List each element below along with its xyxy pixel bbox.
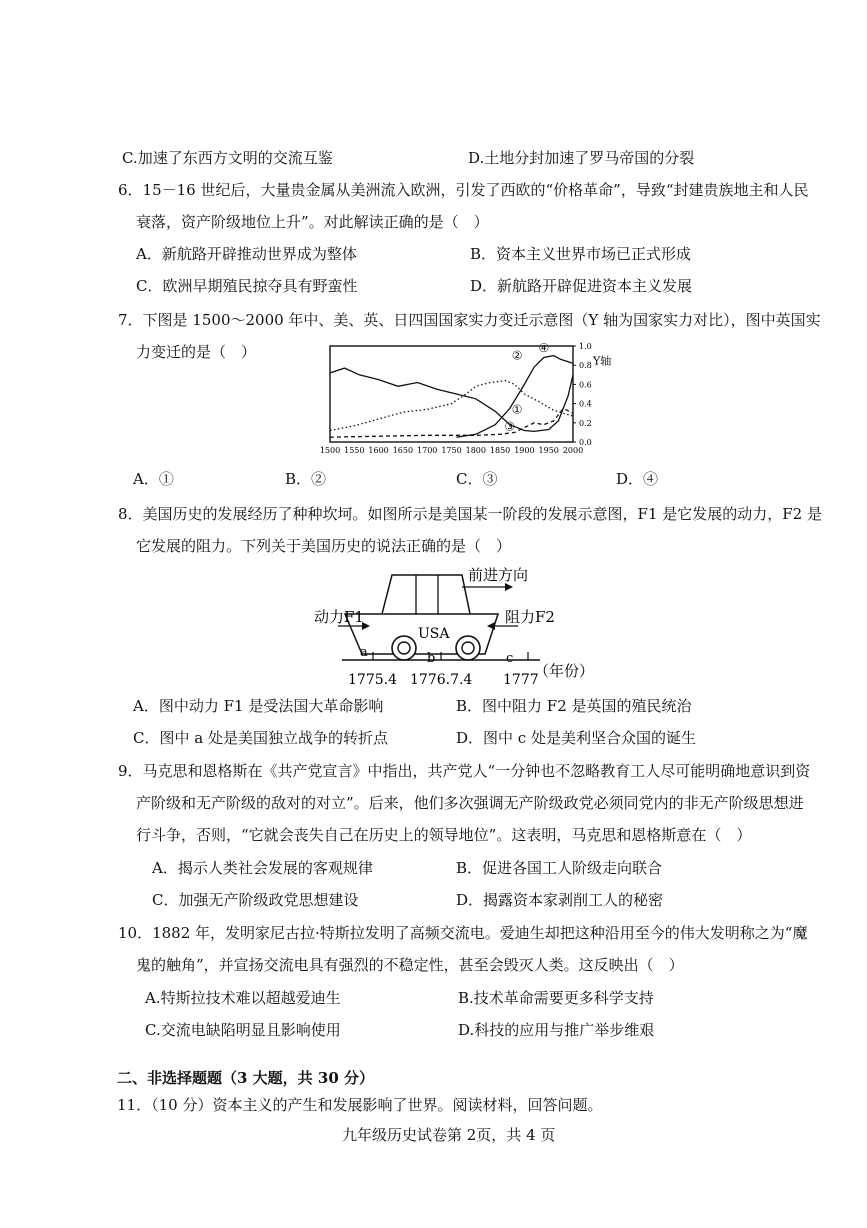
series-label-2: ② <box>511 348 523 363</box>
x-tick-label: 1650 <box>392 446 414 455</box>
q6-stem-line2: 衰落，资产阶级地位上升”。对此解读正确的是（ ） <box>136 213 489 231</box>
q8-stem-line2: 它发展的阻力。下列关于美国历史的说法正确的是（ ） <box>136 537 512 555</box>
x-tick-label: 1900 <box>514 446 535 455</box>
q9-option-a: A．揭示人类社会发展的客观规律 <box>152 859 373 877</box>
point-b: b <box>427 651 436 666</box>
q10-option-c: C.交流电缺陷明显且影响使用 <box>145 1021 341 1039</box>
q9-stem-line1: 9．马克思和恩格斯在《共产党宣言》中指出，共产党人“一分钟也不忽略教育工人尽可能明确地意识到资 <box>118 762 811 780</box>
car-wheel-rear <box>456 636 480 660</box>
x-tick-label: 2000 <box>562 446 584 455</box>
x-tick-label: 1750 <box>441 446 462 455</box>
q7-option-b: B．② <box>285 470 327 488</box>
x-tick-label: 1550 <box>344 446 365 455</box>
q8-stem-line1: 8．美国历史的发展经历了种种坎坷。如图所示是美国某一阶段的发展示意图，F1 是它发展的动力，F2 是 <box>118 505 822 523</box>
q8-option-c: C．图中 a 处是美国独立战争的转折点 <box>133 729 388 747</box>
q8-option-b: B．图中阻力 F2 是英国的殖民统治 <box>456 697 692 715</box>
q7-option-c: C．③ <box>456 470 498 488</box>
q10-option-b: B.技术革命需要更多科学支持 <box>458 989 654 1007</box>
point-c: c <box>506 651 514 666</box>
y-tick-label: 0.8 <box>579 361 592 371</box>
x-tick-label: 1950 <box>538 446 559 455</box>
car-wheel-front <box>392 636 416 660</box>
q9-option-b: B．促进各国工人阶级走向联合 <box>456 859 663 877</box>
q6-option-d: D．新航路开辟促进资本主义发展 <box>470 277 693 295</box>
y-tick-label: 0.2 <box>579 418 592 428</box>
q5-option-c: C.加速了东西方文明的交流互鉴 <box>122 149 333 167</box>
q9-option-c: C．加强无产阶级政党思想建设 <box>152 891 359 909</box>
series-label-4: ④ <box>538 340 550 355</box>
page-footer: 九年级历史试卷第 2页，共 4 页 <box>342 1126 556 1144</box>
q10-option-d: D.科技的应用与推广举步维艰 <box>458 1021 655 1039</box>
q9-stem-line3: 行斗争，否则，“它就会丧失自己在历史上的领导地位”。这表明，马克思和恩格斯意在（ ） <box>136 826 752 844</box>
q11-stem: 11．（10 分）资本主义的产生和发展影响了世界。阅读材料，回答问题。 <box>117 1096 603 1114</box>
y-tick-label: 0.4 <box>579 399 592 409</box>
x-tick-label: 1600 <box>368 446 389 455</box>
x-tick-label: 1850 <box>489 446 511 455</box>
x-tick-label: 1700 <box>417 446 438 455</box>
q10-stem-line2: 鬼的触角”，并宣扬交流电具有强烈的不稳定性，甚至会毁灭人类。这反映出（ ） <box>136 956 684 974</box>
national-power-chart <box>318 338 618 463</box>
y-tick-label: 1.0 <box>579 342 592 351</box>
q6-option-a: A．新航路开辟推动世界成为整体 <box>136 245 357 263</box>
plot-frame <box>330 346 573 442</box>
q7-option-a: A．① <box>133 470 174 488</box>
series-label-1: ① <box>511 402 523 417</box>
y-tick-label: 0.0 <box>579 438 592 447</box>
series-label-3: ③ <box>504 419 516 434</box>
q10-option-a: A.特斯拉技术难以超越爱迪生 <box>145 989 341 1007</box>
q8-option-d: D．图中 c 处是美利坚合众国的诞生 <box>456 729 696 747</box>
direction-label: 前进方向 <box>468 566 529 584</box>
date-1776: 1776.7.4 <box>410 672 473 688</box>
date-1777: 1777 <box>503 672 539 688</box>
q9-option-d: D．揭露资本家剥削工人的秘密 <box>456 891 664 909</box>
q6-option-c: C．欧洲早期殖民掠夺具有野蛮性 <box>136 277 358 295</box>
series-line-2 <box>330 381 573 431</box>
usa-car-diagram <box>300 560 630 690</box>
unit-label: （年份） <box>534 662 595 680</box>
date-1775: 1775.4 <box>348 672 397 688</box>
q5-option-d: D.土地分封加速了罗马帝国的分裂 <box>468 149 695 167</box>
car-label: USA <box>418 626 450 642</box>
x-tick-label: 1800 <box>465 446 486 455</box>
point-a: a <box>360 645 368 660</box>
q6-option-b: B．资本主义世界市场已正式形成 <box>470 245 692 263</box>
q7-stem-line1: 7．下图是 1500～2000 年中、美、英、日四国国家实力变迁示意图（Y 轴为国家实力对比），图中英国实 <box>118 311 821 329</box>
force2-label: 阻力F2 <box>505 608 555 626</box>
y-tick-label: 0.6 <box>579 380 592 390</box>
x-tick-label: 1500 <box>319 446 341 455</box>
q8-option-a: A．图中动力 F1 是受法国大革命影响 <box>133 697 384 715</box>
y-axis-label: Y轴 <box>593 354 612 368</box>
q6-stem-line1: 6．15－16 世纪后，大量贵金属从美洲流入欧洲，引发了西欧的“价格革命”，导致“封建贵族地主和人民 <box>118 181 809 199</box>
q9-stem-line2: 产阶级和无产阶级的敌对的对立”。后来，他们多次强调无产阶级政党必须同党内的非无产阶级思想进 <box>136 794 804 812</box>
force1-label: 动力F1 <box>314 608 364 626</box>
section2-heading: 二、非选择题题（3 大题，共 30 分） <box>117 1069 374 1087</box>
q10-stem-line1: 10．1882 年，发明家尼古拉·特斯拉发明了高频交流电。爱迪生却把这种沿用至今的伟大发明称之为“魔 <box>118 924 808 942</box>
q7-stem-line2: 力变迁的是（ ） <box>136 343 257 361</box>
car-cabin <box>382 575 470 614</box>
q7-option-d: D．④ <box>616 470 659 488</box>
